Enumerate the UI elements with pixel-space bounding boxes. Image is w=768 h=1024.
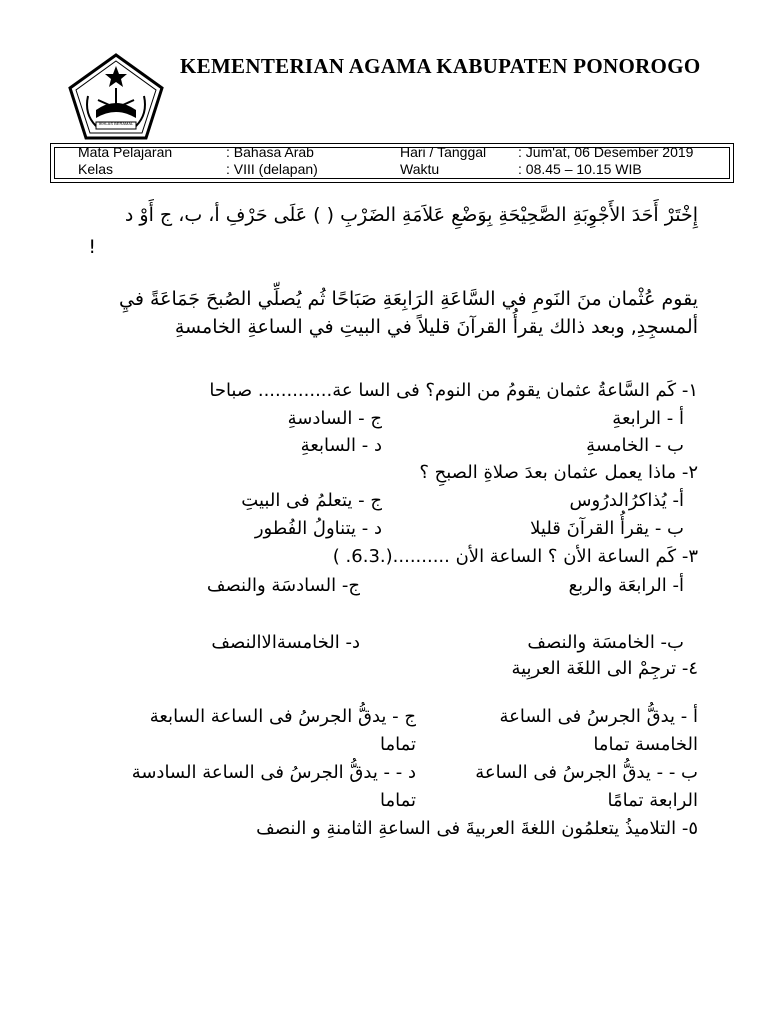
- question-2-stem: ٢- ماذا يعمل عثمان بعدَ صلاةِ الصبحِ ؟: [419, 462, 698, 483]
- time-label: Waktu: [400, 161, 440, 177]
- class-label: Kelas: [78, 161, 114, 177]
- question-3-option-d: د- الخامسةالاالنصف: [211, 632, 360, 653]
- question-2-option-b: ب - يقرأُ القرآنَ قليلا: [530, 518, 684, 539]
- question-2-option-a: أ- يُذاكرُالدرُوس: [569, 490, 684, 511]
- question-3-option-b: ب- الخامسَة والنصف: [527, 632, 684, 653]
- reading-line-1: يقوم عُثْمان منَ النَومِ في السَّاعَةِ الرَابِعَةِ صَبَاحًا ثُم يُصلِّي الصُبحَ جَمَاعَةً فيِ: [118, 288, 698, 310]
- page-title: KEMENTERIAN AGAMA KABUPATEN PONOROGO: [180, 54, 701, 78]
- question-4-stem: ٤- ترجِمْ الى اللغَة العربِية: [511, 658, 698, 679]
- question-1-option-d: د - السابعةِ: [300, 435, 382, 456]
- question-4-option-c-cont: تماما: [379, 734, 416, 755]
- kemenag-emblem-icon: [66, 52, 166, 142]
- question-1-option-c: ج - السادسةِ: [287, 408, 382, 429]
- time-value: : 08.45 – 10.15 WIB: [518, 161, 642, 177]
- question-4-option-a-cont: الخامسة تماما: [593, 734, 698, 755]
- day-label: Hari / Tanggal: [400, 144, 487, 160]
- logo-motto: IKHLAS BERAMAL: [98, 121, 134, 126]
- question-3-stem: ٣- كَم الساعة الأن ؟ الساعة الأن ..........(.6.3. ): [332, 546, 698, 567]
- question-4-option-c: ج - يدقُّ الجرسُ فى الساعة السابعة: [149, 706, 416, 727]
- question-4-option-d: د - - يدقُّ الجرسُ فى الساعة السادسة: [131, 762, 416, 783]
- day-value: : Jum'at, 06 Desember 2019: [518, 144, 694, 160]
- question-1-option-a: أ - الرابعةِ: [612, 408, 684, 429]
- subject-label: Mata Pelajaran: [78, 144, 173, 160]
- logo: [66, 52, 166, 142]
- question-4-option-a: أ - يدقُّ الجرسُ فى الساعة: [499, 706, 698, 727]
- question-1-option-b: ب - الخامسةِ: [586, 435, 684, 456]
- question-5-stem: ٥- التلاميذُ يتعلمُون اللغةَ العربيةَ فى الساعةِ الثامنةِ و النصف: [256, 818, 698, 839]
- question-3-option-c: ج- السادسَة والنصف: [206, 575, 360, 596]
- question-4-option-d-cont: تماما: [379, 790, 416, 811]
- instruction-line-2: !: [88, 236, 96, 258]
- subject-value: : Bahasa Arab: [226, 144, 314, 160]
- question-2-option-d: د - يتناولُ الفُطور: [254, 518, 382, 539]
- question-4-option-b: ب - - يدقُّ الجرسُ فى الساعة: [475, 762, 698, 783]
- question-4-option-b-cont: الرابعة تمامًا: [607, 790, 698, 811]
- class-value: : VIII (delapan): [226, 161, 318, 177]
- question-1-stem: ١- كَم السَّاعةُ عثمان يقومُ من النوم؟ فى السا عة............. صباحا: [209, 380, 698, 401]
- question-2-option-c: ج - يتعلمُ فى البيتِ: [241, 490, 382, 511]
- reading-line-2: ألمسجِدِ, وبعد ذالك يقرأُ القرآنَ قليلاً في البيتِ في الساعةِ الخامسةِ: [174, 316, 698, 338]
- instruction-line-1: إِخْتَرْ أَحَدَ الأَجْوِبَةِ الصَّحِيْحَةِ بِوَضْعِ عَلاَمَةِ الضَرْبِ ( ) عَلَى حَرْفِ أ، ب، ج أَوْ د: [124, 204, 698, 226]
- question-3-option-a: أ- الرابعَة والربع: [568, 575, 684, 596]
